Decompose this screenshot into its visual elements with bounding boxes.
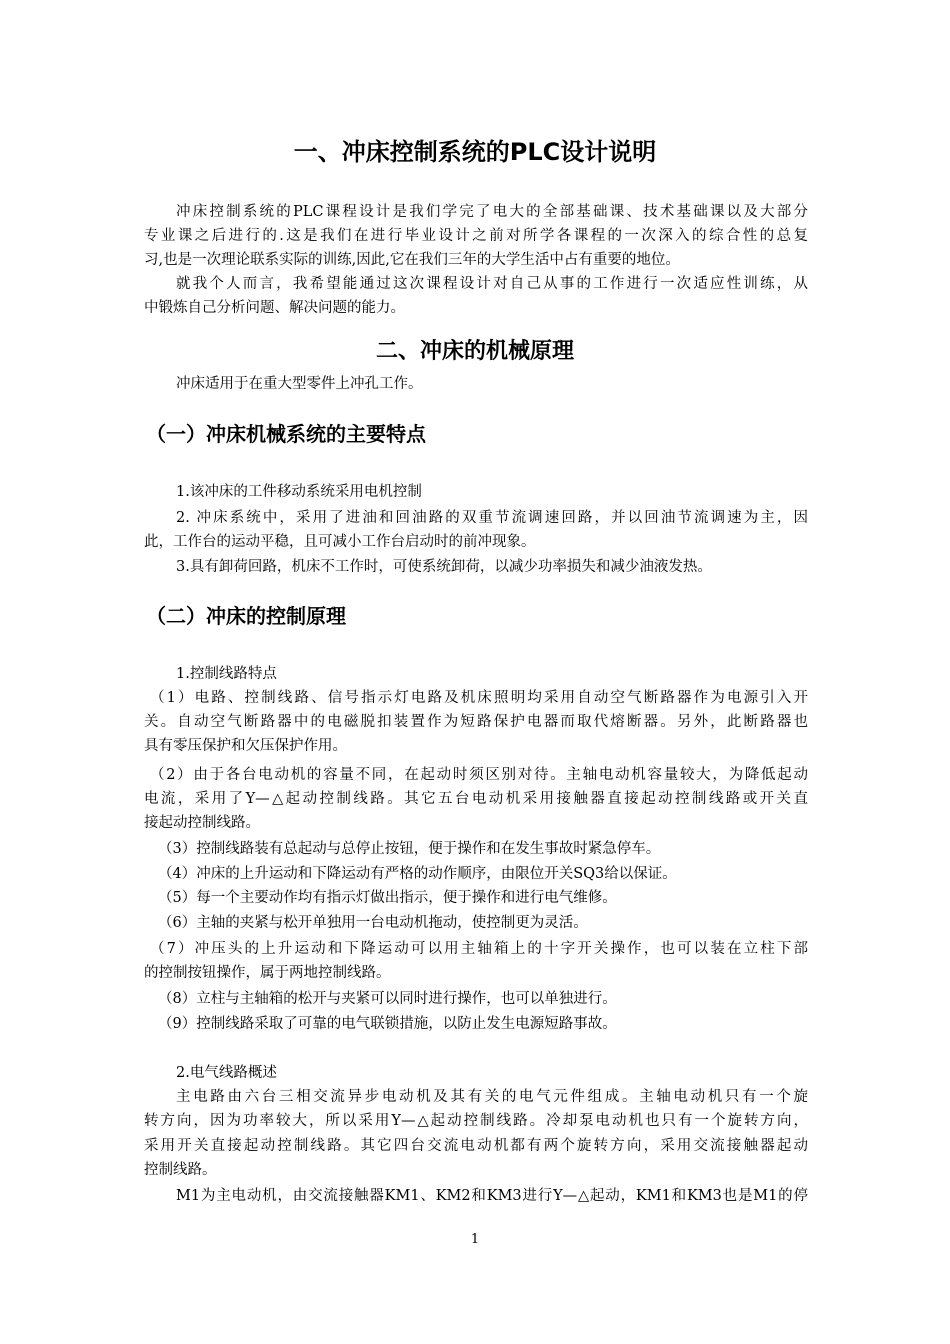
section-title: 二、冲床的机械原理 [375,339,574,364]
body-line: （7）冲压头的上升运动和下降运动可以用主轴箱上的十字开关操作，也可以装在立柱下部 [150,941,808,957]
body-line: 关。自动空气断路器中的电磁脱扣装置作为短路保护电器而取代熔断器。另外，此断路器也 [144,714,808,730]
page-title: 一、冲床控制系统的PLC设计说明 [293,138,657,166]
subsection-title: （一）冲床机械系统的主要特点 [146,422,426,446]
body-line: （8）立柱与主轴箱的松开与夹紧可以同时进行操作，也可以单独进行。 [158,991,617,1007]
intro-line: 冲床控制系统的PLC课程设计是我们学完了电大的全部基础课、技术基础课以及大部分 [176,204,808,220]
body-line: 此，工作台的运动平稳，且可减小工作台启动时的前冲现象。 [144,534,536,550]
body-line: 3.具有卸荷回路，机床不工作时，可使系统卸荷，以减少功率损失和减少油液发热。 [176,559,712,575]
intro-line: 就我个人而言，我希望能通过这次课程设计对自己从事的工作进行一次适应性训练，从 [176,276,808,292]
body-line: （1）电路、控制线路、信号指示灯电路及机床照明均采用自动空气断路器作为电源引入开 [150,690,808,706]
body-line: 2. 冲床系统中，采用了进油和回油路的双重节流调速回路，并以回油节流调速为主，因 [176,510,808,526]
body-line: （3）控制线路装有总起动与总停止按钮，便于操作和在发生事故时紧急停车。 [158,841,661,857]
page-number: 1 [470,1232,480,1247]
body-line: 的控制按钮操作，属于两地控制线路。 [144,965,391,981]
intro-line: 中锻炼自己分析问题、解决问题的能力。 [144,300,405,316]
body-line: （9）控制线路采取了可靠的电气联锁措施，以防止发生电源短路事故。 [158,1016,617,1032]
body-line: 电流，采用了Y—△起动控制线路。其它五台电动机采用接触器直接起动控制线路或开关直 [144,791,808,807]
subsection-title: （二）冲床的控制原理 [146,604,346,628]
body-line: 具有零压保护和欠压保护作用。 [144,738,347,754]
intro-line: 习,也是一次理论联系实际的训练,因此,它在我们三年的大学生活中占有重要的地位。 [144,252,680,268]
body-line: 控制线路。 [144,1162,217,1178]
section-text: 冲床适用于在重大型零件上冲孔工作。 [176,376,423,392]
body-line: 2.电气线路概述 [176,1065,277,1081]
body-line: 转方向，因为功率较大，所以采用Y—△起动控制线路。冷却泵电动机也只有一个旋转方向， [144,1113,808,1129]
intro-line: 专业课之后进行的.这是我们在进行毕业设计之前对所学各课程的一次深入的综合性的总复 [144,228,808,244]
body-line: 1.该冲床的工件移动系统采用电机控制 [176,484,422,500]
body-line: （6）主轴的夹紧与松开单独用一台电动机拖动，使控制更为灵活。 [158,915,588,931]
body-line: 接起动控制线路。 [144,815,260,831]
body-line: （2）由于各台电动机的容量不同，在起动时须区别对待。主轴电动机容量较大，为降低起动 [150,767,808,783]
body-line: M1为主电动机，由交流接触器KM1、KM2和KM3进行Y—△起动，KM1和KM3也是M1的停 [176,1188,808,1204]
body-line: 主电路由六台三相交流异步电动机及其有关的电气元件组成。主轴电动机只有一个旋 [176,1089,808,1105]
body-line: （5）每一个主要动作均有指示灯做出指示，便于操作和进行电气维修。 [158,890,617,906]
body-line: （4）冲床的上升运动和下降运动有严格的动作顺序，由限位开关SQ3给以保证。 [158,866,677,882]
body-line: 采用开关直接起动控制线路。其它四台交流电动机都有两个旋转方向，采用交流接触器起动 [144,1138,808,1154]
body-line: 1.控制线路特点 [176,666,277,682]
